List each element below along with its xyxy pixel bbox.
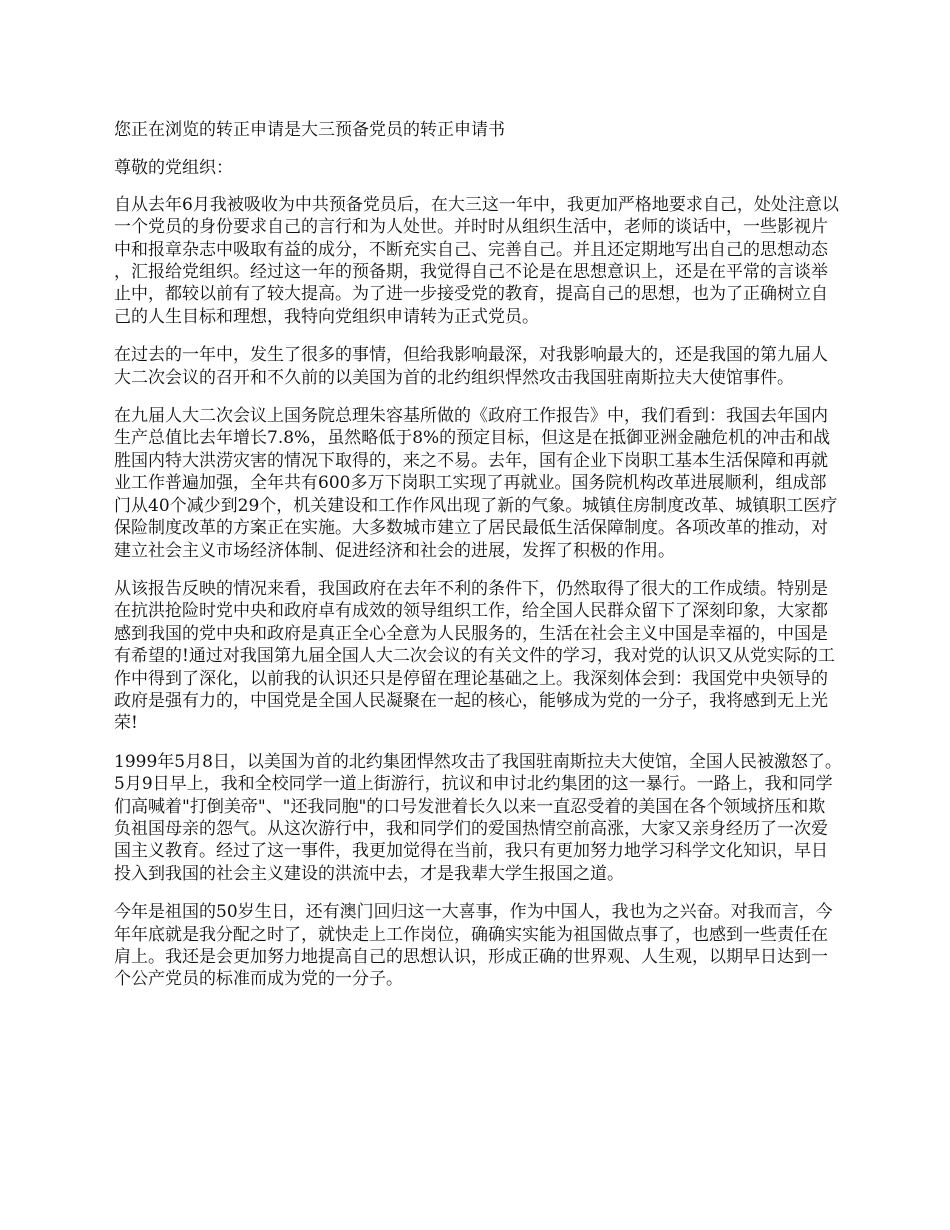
paragraph-3: 在九届人大二次会议上国务院总理朱容基所做的《政府工作报告》中，我们看到：我国去年国内生产总值比去年增长7.8%，虽然略低于8%的预定目标，但这是在抵御亚洲金融危机的冲击和战胜国内特大洪涝灾害的情况下取得的，来之不易。去年，国有企业下岗职工基本生活保障和再就业工作普遍加强，全年共有600多万下岗职工实现了再就业。国务院机构改革进展顺利，组成部门从40个减少到29个，机关建设和工作作风出现了新的气象。城镇住房制度改革、城镇职工医疗保险制度改革的方案正在实施。大多数城市建立了居民最低生活保障制度。各项改革的推动，对建立社会主义市场经济体制、促进经济和社会的进展，发挥了积极的作用。	[114, 406, 838, 561]
salutation: 尊敬的党组织：	[114, 158, 233, 179]
paragraph-4: 从该报告反映的情况来看，我国政府在去年不利的条件下，仍然取得了很大的工作成绩。特别是在抗洪抢险时党中央和政府卓有成效的领导组织工作，给全国人民群众留下了深刻印象，大家都感到我国的党中央和政府是真正全心全意为人民服务的，生活在社会主义中国是幸福的，中国是有希望的!通过对我国第九届全国人大二次会议的有关文件的学习，我对党的认识又从党实际的工作中得到了深化，以前我的认识还只是停留在理论基础之上。我深刻体会到：我国党中央领导的政府是强有力的，中国党是全国人民凝聚在一起的核心，能够成为党的一分子，我将感到无上光荣!	[114, 578, 835, 734]
document-title: 您正在浏览的转正申请是大三预备党员的转正申请书	[114, 120, 505, 140]
document-body	[114, 119, 842, 1007]
paragraph-1: 自从去年6月我被吸收为中共预备党员后，在大三这一年中，我更加严格地要求自己，处处注意以一个党员的身份要求自己的言行和为人处世。并时时从组织生活中，老师的谈话中，一些影视片中和报章杂志中吸取有益的成分，不断充实自己、完善自己。并且还定期地写出自己的思想动态，汇报给党组织。经过这一年的预备期，我觉得自己不论是在思想意识上，还是在平常的言谈举止中，都较以前有了较大提高。为了进一步接受党的教育，提高自己的思想，也为了正确树立自己的人生目标和理想，我特向党组织申请转为正式党员。	[114, 194, 839, 327]
paragraph-5: 1999年5月8日，以美国为首的北约集团悍然攻击了我国驻南斯拉夫大使馆，全国人民被激怒了。5月9日早上，我和全校同学一道上街游行，抗议和申讨北约集团的这一暴行。一路上，我和同学们高喊着"打倒美帝"、"还我同胞"的口号发泄着长久以来一直忍受着的美国在各个领域挤压和欺负祖国母亲的怨气。从这次游行中，我和同学们的爱国热情空前高涨，大家又亲身经历了一次爱国主义教育。经过了这一事件，我更加觉得在当前，我只有更加努力地学习科学文化知识，早日投入到我国的社会主义建设的洪流中去，才是我辈大学生报国之道。	[114, 751, 842, 884]
paragraph-6: 今年是祖国的50岁生日，还有澳门回归这一大喜事，作为中国人，我也为之兴奋。对我而言，今年年底就是我分配之时了，就快走上工作岗位，确确实实能为祖国做点事了，也感到一些责任在肩上。我还是会更加努力地提高自己的思想认识，形成正确的世界观、人生观，以期早日达到一个公产党员的标准而成为党的一分子。	[114, 902, 833, 990]
paragraph-2: 在过去的一年中，发生了很多的事情，但给我影响最深，对我影响最大的，还是我国的第九届人大二次会议的召开和不久前的以美国为首的北约组织悍然攻击我国驻南斯拉夫大使馆事件。	[114, 345, 828, 388]
